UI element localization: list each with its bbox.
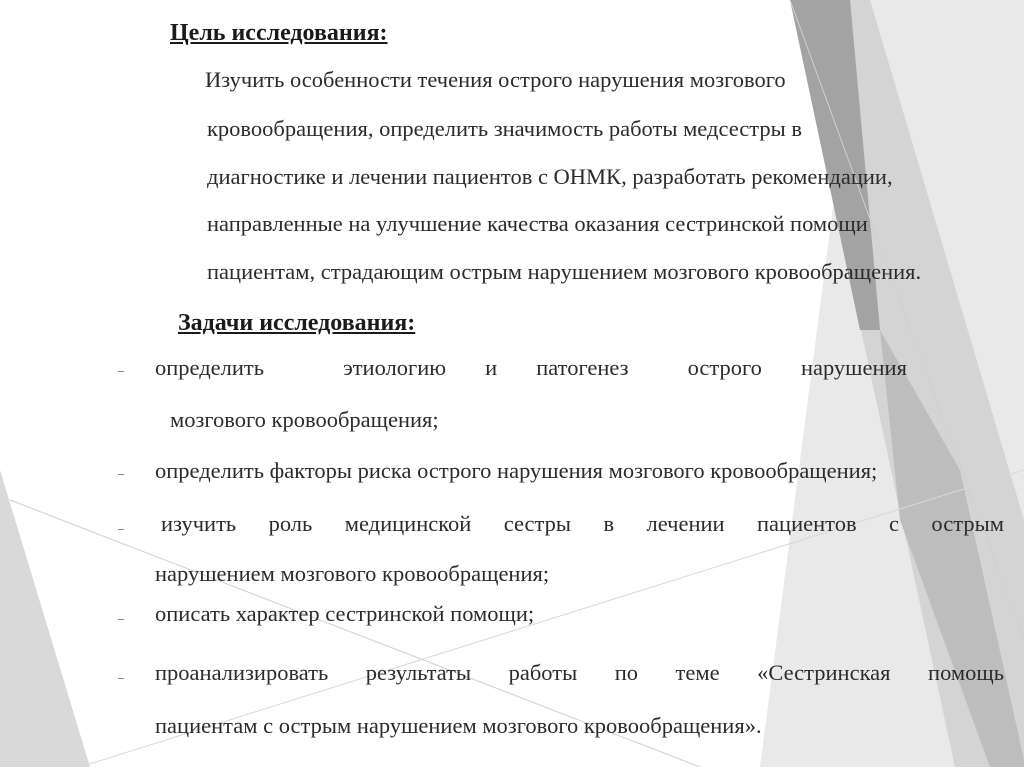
word: помощь xyxy=(928,660,1004,685)
word: с xyxy=(889,511,899,536)
word: острого xyxy=(687,355,762,380)
goal-line: Изучить особенности течения острого нарушения мозгового xyxy=(205,67,786,92)
goal-line: направленные на улучшение качества оказания сестринской помощи xyxy=(207,211,868,236)
task-line: описать характер сестринской помощи; xyxy=(155,601,535,626)
task-line: нарушением мозгового кровообращения; xyxy=(155,561,550,586)
word: медицинской xyxy=(344,511,472,536)
word: определить xyxy=(155,355,265,380)
bullet-dash: – xyxy=(118,521,124,535)
word: теме xyxy=(675,660,720,685)
word: работы xyxy=(508,660,578,685)
word: в xyxy=(603,511,615,536)
word: результаты xyxy=(365,660,472,685)
tasks-heading: Задачи исследования: xyxy=(178,310,416,336)
task-line xyxy=(155,660,1004,686)
bullet-dash: – xyxy=(118,670,124,684)
word: по xyxy=(614,660,639,685)
bullet-dash: – xyxy=(118,466,124,480)
bullet-dash: – xyxy=(118,363,124,377)
word: сестры xyxy=(503,511,572,536)
task-line: пациентам с острым нарушением мозгового кровообращения». xyxy=(155,713,762,738)
word: острым xyxy=(931,511,1004,536)
word: лечении xyxy=(646,511,725,536)
word: этиологию xyxy=(343,355,447,380)
word: «Сестринская xyxy=(757,660,891,685)
word: роль xyxy=(268,511,313,536)
word: проанализировать xyxy=(155,660,329,685)
bullet-dash: – xyxy=(118,611,124,625)
task-line: мозгового кровообращения; xyxy=(170,407,439,432)
task-line xyxy=(155,355,907,381)
word: патогенез xyxy=(536,355,629,380)
word: нарушения xyxy=(800,355,907,380)
task-line: определить факторы риска острого нарушения мозгового кровообращения; xyxy=(155,458,878,483)
bg-shape-left xyxy=(0,470,90,767)
goal-line: пациентам, страдающим острым нарушением мозгового кровообращения. xyxy=(207,259,922,284)
word: изучить xyxy=(161,511,237,536)
word: пациентов xyxy=(757,511,857,536)
goal-heading: Цель исследования: xyxy=(170,20,388,46)
word: и xyxy=(485,355,498,380)
task-line xyxy=(161,511,1004,537)
goal-line: диагностике и лечении пациентов с ОНМК, разработать рекомендации, xyxy=(207,164,893,189)
goal-line: кровообращения, определить значимость работы медсестры в xyxy=(207,116,802,141)
